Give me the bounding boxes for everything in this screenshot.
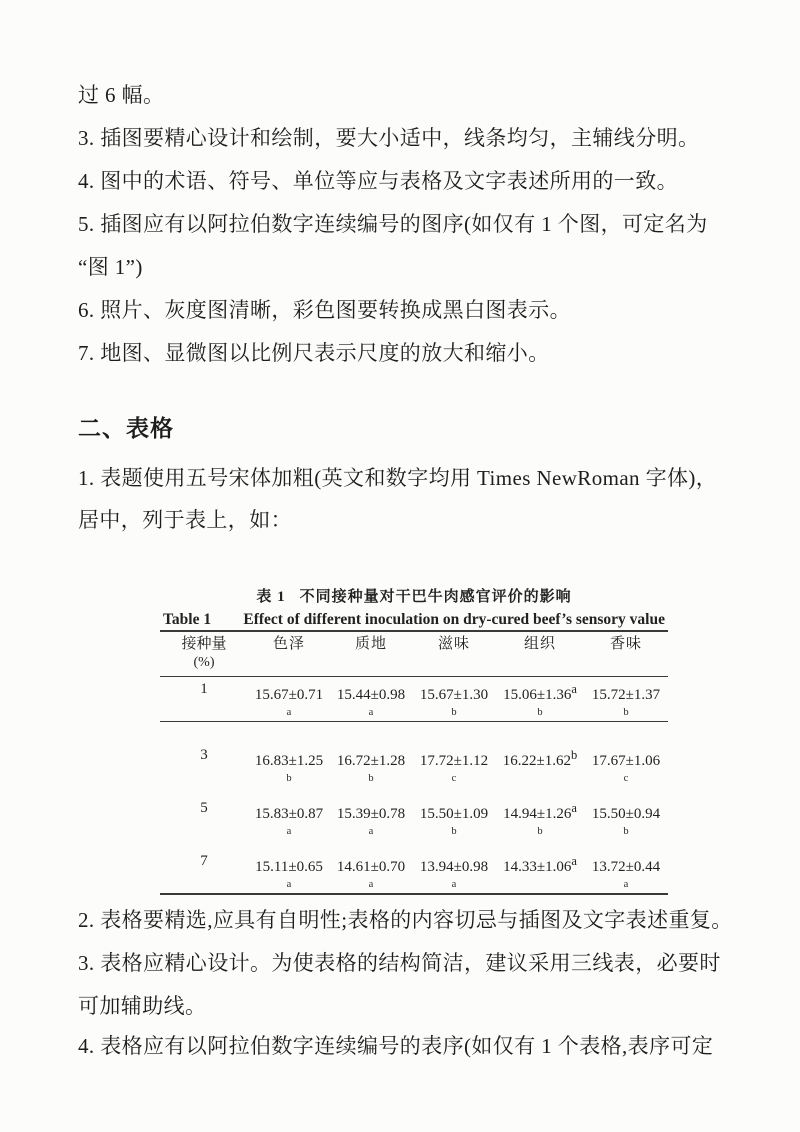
significance-letter: b [451,826,457,837]
significance-letter: c [623,773,629,784]
table-row [160,852,668,891]
column-header-color: 色泽 [272,636,305,652]
significance-letter: c [451,773,457,784]
table-title-en: Effect of different inoculation on dry-cured beef’s sensory value [243,611,665,628]
paragraph-line: 1. 表题使用五号宋体加粗(英文和数字均用 Times NewRoman 字体)， [78,466,718,490]
column-header-texture: 质地 [354,636,387,652]
table-row [160,799,668,838]
paragraph-line: 2. 表格要精选,应具有自明性;表格的内容切忌与插图及文字表述重复。 [78,908,733,932]
significance-letter: b [537,826,543,837]
table-number-en: Table 1 [163,611,212,628]
significance-letter: a [623,879,629,890]
table-row [160,677,668,721]
paragraph-line: 6. 照片、灰度图清晰，彩色图要转换成黑白图表示。 [78,298,571,322]
paragraph-line: 7. 地图、显微图以比例尺表示尺度的放大和缩小。 [78,341,550,365]
row-label: 1 [200,681,208,697]
table-cell: 15.44±0.98 a [330,680,412,719]
column-header-aroma: 香味 [609,636,642,652]
table-caption-en [160,610,668,630]
row-label: 7 [200,853,208,869]
significance-letter: b [623,826,629,837]
table-caption-zh [160,586,668,608]
table-cell: 16.72±1.28 b [330,746,412,785]
table-number-zh: 表 1 [256,589,286,605]
example-table [160,586,668,895]
table-cell: 16.83±1.25 b [248,746,330,785]
table-body-lower [160,746,668,891]
table-cell: 17.67±1.06 c [584,746,668,785]
table-cell: 15.50±0.94 b [584,799,668,838]
table-cell: 15.83±0.87 a [248,799,330,838]
table-cell: 15.06±1.36$^a$ b [496,680,584,719]
table-cell: 15.67±0.71 a [248,680,330,719]
table-row [160,746,668,785]
table-cell: 13.72±0.44 a [584,852,668,891]
table-mid-rule [160,721,668,722]
table-header-row [160,632,668,676]
significance-letter: b [537,707,543,718]
table-cell: 15.72±1.37 b [584,680,668,719]
paragraph-line: 5. 插图应有以阿拉伯数字连续编号的图序(如仅有 1 个图，可定名为 [78,212,708,236]
significance-letter: a [368,826,374,837]
section-heading: 二、表格 [78,416,174,441]
paragraph-line: 3. 插图要精心设计和绘制，要大小适中，线条均匀，主辅线分明。 [78,126,700,150]
column-header-inoculation: 接种量 (%) [181,636,227,670]
table-cell: 15.50±1.09 b [412,799,496,838]
significance-letter: a [286,826,292,837]
table-cell: 14.61±0.70 a [330,852,412,891]
table-cell: 14.33±1.06$^a$ [496,852,584,891]
paragraph-line: 3. 表格应精心设计。为使表格的结构简洁，建议采用三线表，必要时 [78,951,721,975]
paragraph-line: “图 1”) [78,255,143,279]
significance-letter: a [368,879,374,890]
row-label: 3 [200,747,208,763]
significance-letter: b [451,707,457,718]
table-cell: 17.72±1.12 c [412,746,496,785]
table-title-zh: 不同接种量对干巴牛肉感官评价的影响 [299,589,572,605]
table-cell: 14.94±1.26$^a$ b [496,799,584,838]
paragraph-line: 4. 表格应有以阿拉伯数字连续编号的表序(如仅有 1 个表格,表序可定 [78,1034,714,1058]
table-cell: 15.11±0.65 a [248,852,330,891]
table-cell: 15.67±1.30 b [412,680,496,719]
significance-letter: b [368,773,374,784]
column-header-tissue: 组织 [523,636,556,652]
significance-letter: a [368,707,374,718]
table-bottom-rule [160,893,668,895]
significance-letter [496,878,584,891]
significance-letter: b [286,773,292,784]
row-label: 5 [200,800,208,816]
significance-letter: a [286,707,292,718]
paragraph-line: 可加辅助线。 [78,994,207,1018]
significance-letter [496,772,584,785]
significance-letter: a [286,879,292,890]
significance-letter: a [451,879,457,890]
paragraph-line: 4. 图中的术语、符号、单位等应与表格及文字表述所用的一致。 [78,169,678,193]
paragraph-line: 居中，列于表上，如： [78,508,292,532]
significance-letter: b [623,707,629,718]
column-header-taste: 滋味 [437,636,470,652]
table-cell: 15.39±0.78 a [330,799,412,838]
table-cell: 13.94±0.98 a [412,852,496,891]
table-cell: 16.22±1.62$^b$ [496,746,584,785]
paragraph-line: 过 6 幅。 [78,83,165,107]
